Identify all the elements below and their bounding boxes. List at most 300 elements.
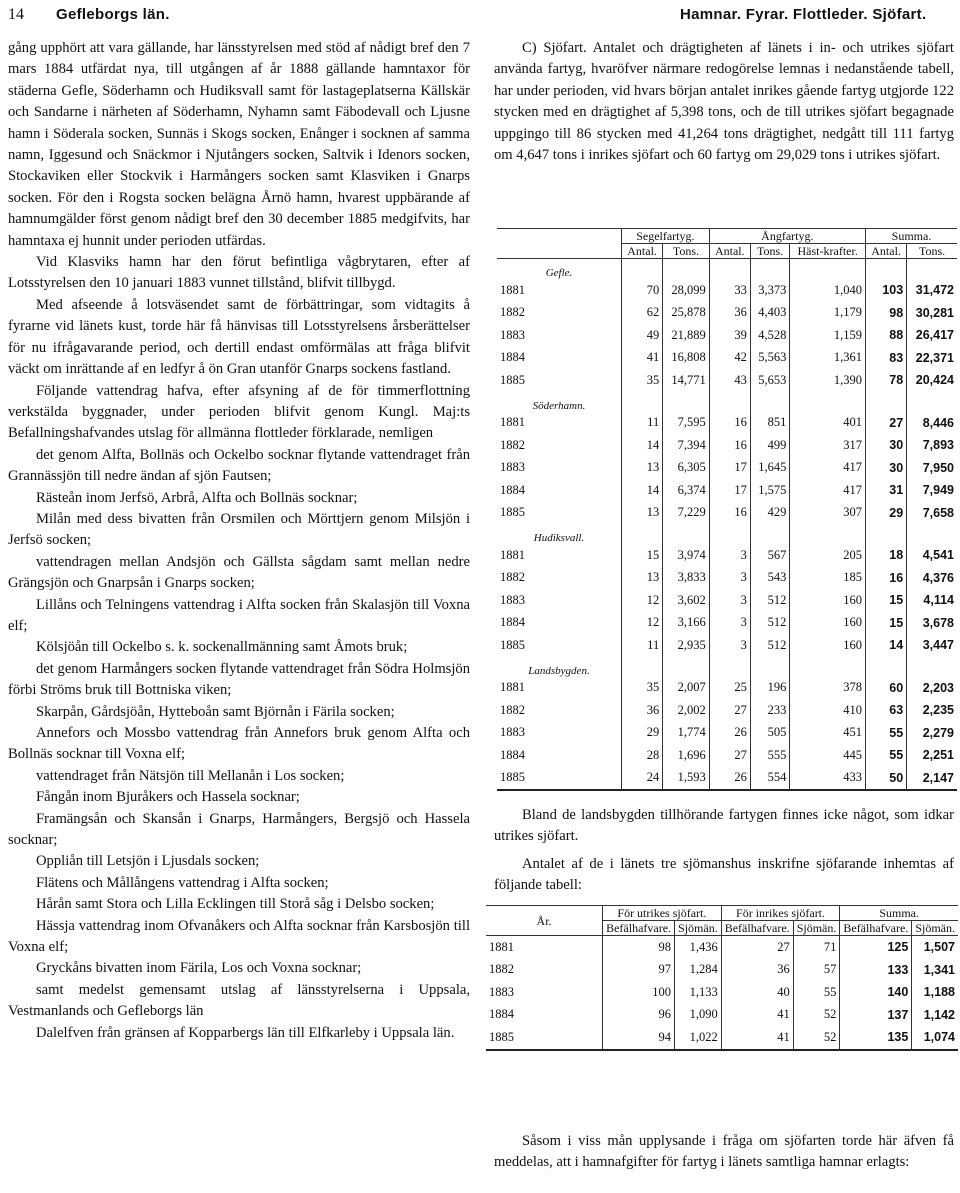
value-cell: 11 [622, 634, 663, 657]
empty-cell [790, 657, 866, 677]
value-cell: 24 [622, 767, 663, 791]
empty-cell [750, 392, 789, 412]
value-cell: 29 [622, 722, 663, 745]
value-cell: 7,949 [922, 483, 954, 498]
value-cell: 1,188 [923, 985, 955, 1000]
value-cell: 42 [709, 347, 750, 370]
value-cell: 2,203 [922, 680, 954, 695]
value-cell: 27 [865, 412, 906, 435]
value-cell: 4,541 [922, 548, 954, 563]
value-cell: 14 [865, 634, 906, 657]
table-row [486, 936, 958, 959]
empty-cell [663, 259, 709, 280]
value-cell: 8,446 [922, 415, 954, 430]
col-header: Sjömän. [912, 921, 958, 936]
empty-cell [750, 524, 789, 544]
value-cell: 40 [721, 981, 793, 1004]
value-cell: 36 [622, 699, 663, 722]
table-row [497, 369, 957, 392]
value-cell: 2,235 [922, 703, 954, 718]
year-cell: 1882 [497, 434, 622, 457]
list-item: Rästeån inom Jerfsö, Arbrå, Alfta och Bollnäs socknar; [36, 489, 358, 506]
list-item: Kölsjöån till Ockelbo s. k. sockenallmänning samt Åmots bruk; [36, 639, 408, 656]
year-cell: 1883 [497, 589, 622, 612]
value-cell: 27 [709, 744, 750, 767]
list-item: Annefors och Mossbo vattendrag från Annefors bruk genom Alfta och Bollnäs socknar till Voxna elf; [8, 725, 470, 763]
value-cell: 1,507 [923, 940, 955, 955]
value-cell: 1,284 [675, 959, 722, 982]
value-cell: 78 [865, 369, 906, 392]
table-row [497, 502, 957, 525]
value-cell: 13 [622, 457, 663, 480]
value-cell: 307 [790, 502, 866, 525]
table-row [486, 1004, 958, 1027]
value-cell: 1,575 [750, 479, 789, 502]
list-item: det genom Harmångers socken flytande vattendraget från Södra Holmsjön förbi Ströms bruk till Bottniska viken; [8, 660, 470, 699]
value-cell: 1,361 [790, 347, 866, 370]
list-item: det genom Alfta, Bollnäs och Ockelbo socknar flytande vattendraget från Grannässjön till nedre ändan af sjön Fautsen; [8, 446, 470, 485]
value-cell: 2,279 [922, 725, 954, 740]
empty-cell [790, 524, 866, 544]
table-row [497, 677, 957, 700]
section-label: Gefle. [497, 259, 622, 280]
right-column-intro [494, 38, 954, 166]
value-cell: 36 [709, 302, 750, 325]
value-cell: 3,974 [663, 544, 709, 567]
year-cell: 1881 [486, 936, 603, 959]
value-cell: 26 [709, 722, 750, 745]
value-cell: 2,935 [663, 634, 709, 657]
paragraph: C) Sjöfart. Antalet och drägtigheten af länets i in- och utrikes sjöfart använda fartyg, hvaröfver närmare redogörelse lemnas i nedanstående tabell, har under perioden, vid hvars början antalet inrikes gående fartyg utgjorde 122 stycken med en drägtighet af 5,398 tons, och de till utrikes sjöfart begagnade uppgingo till 86 stycken med 41,264 tons drägtighet, nedgått till 111 fartyg om 4,647 tons i inrikes sjöfart och 60 fartyg om 29,029 tons i utrikes sjöfart. [494, 40, 954, 164]
value-cell: 26 [709, 767, 750, 791]
value-cell: 3,678 [922, 615, 954, 630]
value-cell: 3 [709, 589, 750, 612]
value-cell: 160 [790, 589, 866, 612]
table-row [486, 981, 958, 1004]
value-cell: 3,447 [922, 638, 954, 653]
value-cell: 39 [709, 324, 750, 347]
col-header: Häst-krafter. [790, 244, 866, 259]
col-header: Sjömän. [793, 921, 840, 936]
table-row [497, 744, 957, 767]
value-cell: 63 [865, 699, 906, 722]
value-cell: 505 [750, 722, 789, 745]
col-header: Befälhafvare. [721, 921, 793, 936]
table-row [497, 722, 957, 745]
list-item: Hässja vattendrag inom Ofvanåkers och Alfta socknar från Karsbosjön till Voxna elf; [8, 917, 470, 956]
value-cell: 2,007 [663, 677, 709, 700]
right-column-end [494, 1131, 954, 1174]
empty-cell [709, 657, 750, 677]
value-cell: 100 [603, 981, 675, 1004]
value-cell: 2,251 [922, 748, 954, 763]
value-cell: 2,002 [663, 699, 709, 722]
value-cell: 445 [790, 744, 866, 767]
value-cell: 417 [790, 457, 866, 480]
value-cell: 71 [793, 936, 840, 959]
value-cell: 378 [790, 677, 866, 700]
table-row [497, 457, 957, 480]
value-cell: 3 [709, 567, 750, 590]
year-cell: 1882 [497, 302, 622, 325]
col-group-header: Segelfartyg. [622, 229, 710, 244]
year-cell: 1883 [497, 722, 622, 745]
value-cell: 499 [750, 434, 789, 457]
value-cell: 1,159 [790, 324, 866, 347]
value-cell: 1,022 [675, 1026, 722, 1050]
value-cell: 97 [603, 959, 675, 982]
value-cell: 185 [790, 567, 866, 590]
empty-cell [865, 657, 906, 677]
empty-cell [709, 392, 750, 412]
value-cell: 2,147 [907, 767, 957, 791]
col-header: Antal. [865, 244, 906, 259]
value-cell: 33 [709, 279, 750, 302]
value-cell: 41 [622, 347, 663, 370]
value-cell: 28 [622, 744, 663, 767]
value-cell: 43 [709, 369, 750, 392]
value-cell: 26,417 [915, 328, 954, 343]
value-cell: 5,563 [750, 347, 789, 370]
value-cell: 4,376 [922, 570, 954, 585]
value-cell: 52 [793, 1004, 840, 1027]
list-item: vattendragen mellan Andsjön och Gällsta sågdam samt mellan nedre Grängsjön och Gnarpsån i Gnarps socken; [8, 553, 470, 592]
value-cell: 3 [709, 634, 750, 657]
value-cell: 851 [750, 412, 789, 435]
empty-cell [709, 259, 750, 280]
table-row [497, 434, 957, 457]
paragraph: Såsom i viss mån upplysande i fråga om sjöfarten torde här äfven få meddelas, att i hamnafgifter för fartyg i länets samtliga hamnar erlagts: [494, 1133, 954, 1171]
col-header: Tons. [907, 244, 957, 259]
value-cell: 27 [721, 936, 793, 959]
empty-cell [790, 259, 866, 280]
value-cell: 410 [790, 699, 866, 722]
value-cell: 25 [709, 677, 750, 700]
value-cell: 3 [709, 544, 750, 567]
table-row [497, 302, 957, 325]
ship-table [497, 228, 957, 791]
value-cell: 27 [709, 699, 750, 722]
list-item: Skarpån, Gårdsjöån, Hytteboån samt Björnån i Färila socken; [36, 703, 395, 720]
section-label: Landsbygden. [497, 657, 622, 677]
table-row [497, 567, 957, 590]
year-cell: 1884 [486, 1004, 603, 1027]
value-cell: 20,424 [915, 373, 954, 388]
section-row [497, 392, 957, 412]
value-cell: 55 [793, 981, 840, 1004]
value-cell: 13 [622, 567, 663, 590]
value-cell: 94 [603, 1026, 675, 1050]
year-cell: 1884 [497, 744, 622, 767]
value-cell: 15 [622, 544, 663, 567]
table-row [497, 699, 957, 722]
value-cell: 16 [865, 567, 906, 590]
value-cell: 70 [622, 279, 663, 302]
year-cell: 1881 [497, 279, 622, 302]
table-row [486, 959, 958, 982]
year-cell: 1881 [497, 412, 622, 435]
section-label: Hudiksvall. [497, 524, 622, 544]
year-cell: 1885 [497, 369, 622, 392]
value-cell: 7,394 [663, 434, 709, 457]
empty-cell [622, 657, 663, 677]
value-cell: 1,040 [790, 279, 866, 302]
col-header: Befälhafvare. [603, 921, 675, 936]
list-item: samt medelst gemensamt utslag af länsstyrelserna i Uppsala, Vestmanlands och Gefleborgs län [8, 981, 470, 1020]
empty-cell [865, 392, 906, 412]
section-row [497, 524, 957, 544]
value-cell: 13 [622, 502, 663, 525]
value-cell: 55 [865, 722, 906, 745]
value-cell: 30 [865, 434, 906, 457]
table-row [497, 479, 957, 502]
value-cell: 96 [603, 1004, 675, 1027]
list-item: Lillåns och Telningens vattendrag i Alfta socken från Skalasjön till Voxna elf; [8, 596, 470, 634]
value-cell: 133 [840, 959, 912, 982]
value-cell: 15 [865, 589, 906, 612]
section-row [497, 259, 957, 280]
value-cell: 50 [865, 767, 906, 791]
value-cell: 52 [793, 1026, 840, 1050]
list-item: Fångån inom Bjuråkers och Hassela socknar; [36, 789, 300, 806]
value-cell: 3 [709, 612, 750, 635]
value-cell: 205 [790, 544, 866, 567]
empty-cell [622, 392, 663, 412]
section-label: Söderhamn. [497, 392, 622, 412]
year-header: År. [486, 906, 603, 936]
value-cell: 41 [721, 1026, 793, 1050]
empty-cell [865, 259, 906, 280]
value-cell: 512 [750, 634, 789, 657]
value-cell: 125 [840, 936, 912, 959]
value-cell: 22,371 [915, 350, 954, 365]
value-cell: 7,595 [663, 412, 709, 435]
value-cell: 451 [790, 722, 866, 745]
col-header: Tons. [750, 244, 789, 259]
paragraph: Antalet af de i länets tre sjömanshus inskrifne sjöfarande inhemtas af följande tabell: [494, 855, 954, 894]
value-cell: 36 [721, 959, 793, 982]
paragraph: Följande vattendrag hafva, efter afsyning af de för timmerflottning verkstälda byggnader, under perioden blifvit genom Kungl. Maj:ts Befallningshafvandes utslag för allmänna flottleder förklarade, nemligen [8, 382, 470, 442]
empty-cell [790, 392, 866, 412]
table-row [497, 634, 957, 657]
value-cell: 25,878 [663, 302, 709, 325]
value-cell: 17 [709, 457, 750, 480]
year-cell: 1883 [486, 981, 603, 1004]
value-cell: 57 [793, 959, 840, 982]
value-cell: 98 [865, 302, 906, 325]
value-cell: 554 [750, 767, 789, 791]
value-cell: 29 [865, 502, 906, 525]
value-cell: 11 [622, 412, 663, 435]
value-cell: 17 [709, 479, 750, 502]
value-cell: 1,133 [675, 981, 722, 1004]
value-cell: 12 [622, 612, 663, 635]
value-cell: 1,390 [790, 369, 866, 392]
value-cell: 35 [622, 369, 663, 392]
value-cell: 88 [865, 324, 906, 347]
value-cell: 1,179 [790, 302, 866, 325]
col-header: Antal. [622, 244, 663, 259]
value-cell: 16 [709, 434, 750, 457]
value-cell: 41 [721, 1004, 793, 1027]
value-cell: 49 [622, 324, 663, 347]
value-cell: 7,658 [922, 505, 954, 520]
value-cell: 137 [840, 1004, 912, 1027]
value-cell: 1,696 [663, 744, 709, 767]
value-cell: 18 [865, 544, 906, 567]
list-item: Framängsån och Skansån i Gnarps, Harmångers, Bergsjö och Hassela socknar; [8, 810, 470, 849]
value-cell: 1,436 [675, 936, 722, 959]
list-item: Milån med dess bivatten från Orsmilen och Mörttjern genom Milsjön i Jerfsö socken; [8, 510, 470, 549]
value-cell: 7,893 [922, 438, 954, 453]
seamen-table [486, 905, 958, 1051]
col-group-header: För inrikes sjöfart. [721, 906, 840, 921]
value-cell: 6,305 [663, 457, 709, 480]
year-cell: 1884 [497, 479, 622, 502]
value-cell: 1,074 [912, 1026, 958, 1050]
year-cell: 1882 [497, 699, 622, 722]
paragraph: Med afseende å lotsväsendet samt de förbättringar, som vidtagits å fyrarne vid länets kust, torde här få hänvisas till Lotsstyrelsens årsberättelser för nu ifrågavarande period, och dertill endast omförmälas att fråga blifvit väckt om inrättande af en ledfyr å ön Gran utanför Gnarps sockens fastland. [8, 296, 470, 378]
value-cell: 12 [622, 589, 663, 612]
year-cell: 1885 [486, 1026, 603, 1050]
value-cell: 233 [750, 699, 789, 722]
value-cell: 4,114 [923, 593, 954, 608]
empty-cell [907, 524, 957, 544]
year-cell: 1885 [497, 502, 622, 525]
value-cell: 103 [865, 279, 906, 302]
value-cell: 62 [622, 302, 663, 325]
value-cell: 15 [865, 612, 906, 635]
value-cell: 4,403 [750, 302, 789, 325]
value-cell: 3,166 [663, 612, 709, 635]
value-cell: 30 [865, 457, 906, 480]
list-item: Hårån samt Stora och Lilla Ecklingen till Storå såg i Delsbo socken; [36, 896, 435, 913]
paragraph: Bland de landsbygden tillhörande fartygen finnes icke något, som idkar utrikes sjöfart. [494, 807, 954, 845]
value-cell: 14,771 [663, 369, 709, 392]
value-cell: 14 [622, 434, 663, 457]
value-cell: 3,373 [750, 279, 789, 302]
col-group-header: Ångfartyg. [709, 229, 865, 244]
empty-cell [750, 259, 789, 280]
table-row [497, 279, 957, 302]
value-cell: 6,374 [663, 479, 709, 502]
col-header: Sjömän. [675, 921, 722, 936]
value-cell: 98 [603, 936, 675, 959]
value-cell: 3,833 [663, 567, 709, 590]
year-cell: 1883 [497, 457, 622, 480]
empty-cell [865, 524, 906, 544]
value-cell: 30,281 [915, 305, 954, 320]
value-cell: 4,528 [750, 324, 789, 347]
value-cell: 555 [750, 744, 789, 767]
list-item: Dalelfven från gränsen af Kopparbergs län till Elfkarleby i Uppsala län. [36, 1024, 455, 1041]
table-row [497, 589, 957, 612]
list-item: Flätens och Mållångens vattendrag i Alfta socken; [36, 874, 329, 891]
value-cell: 1,774 [663, 722, 709, 745]
empty-cell [622, 259, 663, 280]
empty-cell [907, 259, 957, 280]
value-cell: 160 [790, 634, 866, 657]
value-cell: 1,142 [923, 1007, 955, 1022]
table-row [497, 412, 957, 435]
value-cell: 1,593 [663, 767, 709, 791]
col-group-header: Summa. [840, 906, 958, 921]
year-cell: 1881 [497, 677, 622, 700]
table-row [497, 612, 957, 635]
year-cell: 1885 [497, 634, 622, 657]
value-cell: 1,341 [923, 962, 955, 977]
col-group-header: För utrikes sjöfart. [603, 906, 722, 921]
value-cell: 317 [790, 434, 866, 457]
empty-cell [663, 657, 709, 677]
list-item: Oppliån till Letsjön i Ljusdals socken; [36, 853, 260, 870]
value-cell: 31,472 [915, 283, 954, 298]
value-cell: 28,099 [663, 279, 709, 302]
list-item: Gryckåns bivatten inom Färila, Los och Voxna socknar; [36, 960, 362, 977]
value-cell: 3,602 [663, 589, 709, 612]
year-cell: 1882 [497, 567, 622, 590]
value-cell: 16,808 [663, 347, 709, 370]
list-item: vattendraget från Nätsjön till Mellanån i Los socken; [36, 767, 345, 784]
year-header [497, 229, 622, 259]
col-header: Befälhafvare. [840, 921, 912, 936]
empty-cell [750, 657, 789, 677]
running-title-left: Gefleborgs län. [56, 6, 170, 23]
value-cell: 60 [865, 677, 906, 700]
value-cell: 21,889 [663, 324, 709, 347]
year-cell: 1881 [497, 544, 622, 567]
right-column-mid [494, 805, 954, 897]
value-cell: 16 [709, 412, 750, 435]
value-cell: 5,653 [750, 369, 789, 392]
value-cell: 7,229 [663, 502, 709, 525]
value-cell: 417 [790, 479, 866, 502]
value-cell: 543 [750, 567, 789, 590]
value-cell: 429 [750, 502, 789, 525]
table-row [497, 347, 957, 370]
year-cell: 1885 [497, 767, 622, 791]
value-cell: 135 [840, 1026, 912, 1050]
page-header [0, 4, 960, 26]
value-cell: 31 [865, 479, 906, 502]
year-cell: 1883 [497, 324, 622, 347]
table-row [497, 767, 957, 791]
value-cell: 140 [840, 981, 912, 1004]
table-row [497, 324, 957, 347]
value-cell: 35 [622, 677, 663, 700]
value-cell: 1,645 [750, 457, 789, 480]
value-cell: 567 [750, 544, 789, 567]
value-cell: 196 [750, 677, 789, 700]
section-row [497, 657, 957, 677]
col-group-header: Summa. [865, 229, 957, 244]
page-number: 14 [8, 6, 24, 23]
table-row [486, 1026, 958, 1050]
value-cell: 512 [750, 589, 789, 612]
empty-cell [907, 657, 957, 677]
left-column [8, 38, 470, 1044]
paragraph: gång upphört att vara gällande, har länsstyrelsen med stöd af nådigt bref den 7 mars 1884 utfärdat nya, till utgången af år 1888 gällande hamntaxor för städerna Gefle, Söderhamn och Hudiksvall samt för lastageplatserna Källskär och Sandarne i närheten af Söderhamn, Nyhamn samt Fäbodevall och Ljusne hamn i Söderala socken, Sunnäs i Skogs socken, Enånger i socknen af samma namn, Iggesund och Snäckmor i Njutångers socken, Saltvik i Idenors socken, Stockaviken eller Stockvik i Harmångers socken samt Klasviken i Gnarps socken. För den i Rogsta socken belägna Årnö hamn, hvarest uppbärande af hamnumgälder först genom nådigt bref den 30 december 1885 medgifvits, har hamntaxa ej hunnit under perioden utfärdas. [8, 40, 470, 249]
empty-cell [663, 524, 709, 544]
value-cell: 1,090 [675, 1004, 722, 1027]
year-cell: 1882 [486, 959, 603, 982]
value-cell: 433 [790, 767, 866, 791]
value-cell: 83 [865, 347, 906, 370]
year-cell: 1884 [497, 612, 622, 635]
value-cell: 512 [750, 612, 789, 635]
table-row [497, 544, 957, 567]
running-title-right: Hamnar. Fyrar. Flottleder. Sjöfart. [680, 6, 927, 23]
